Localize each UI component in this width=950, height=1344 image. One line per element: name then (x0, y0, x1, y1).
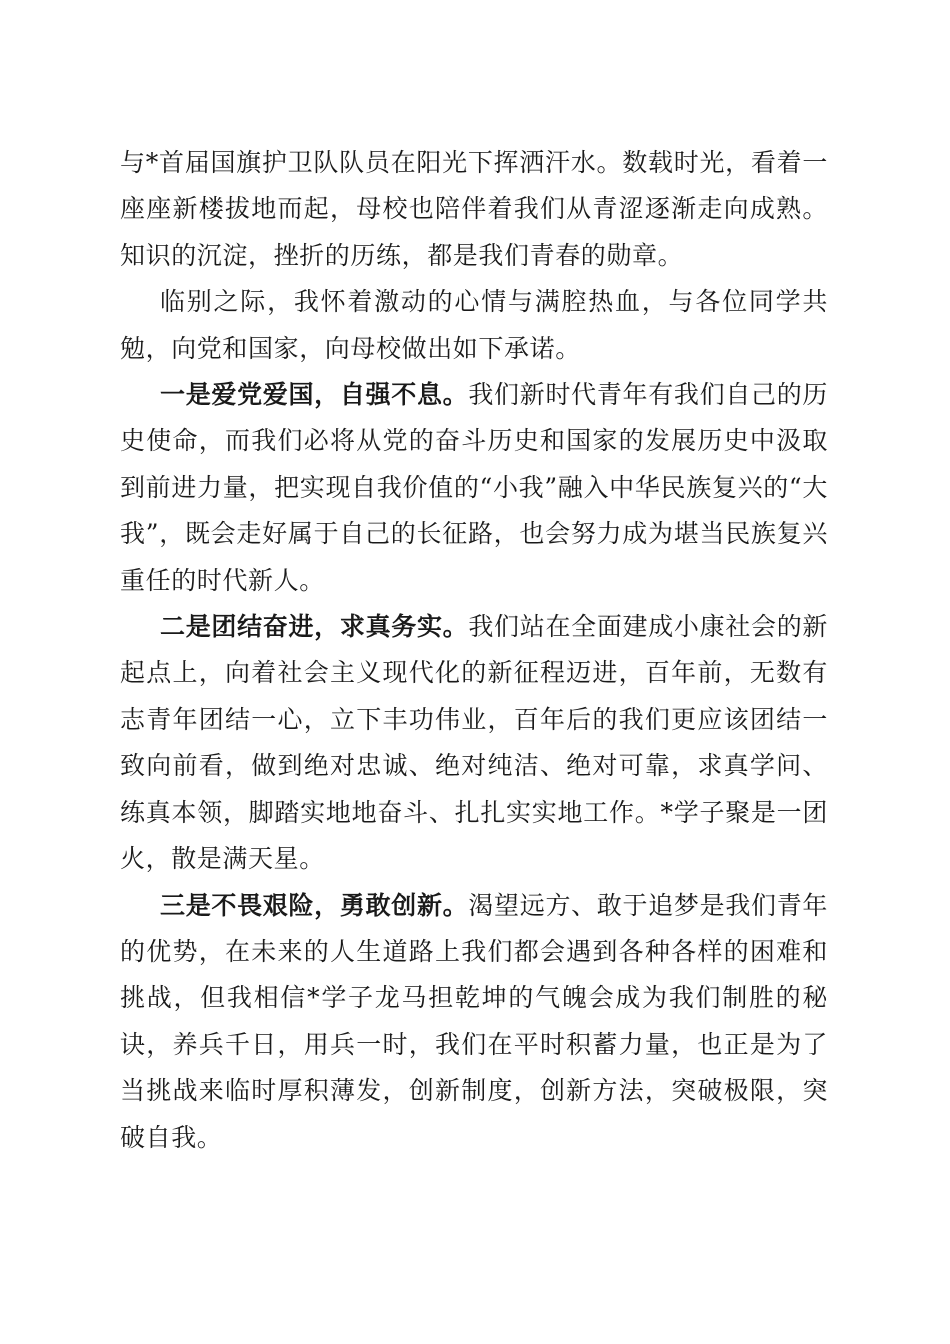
paragraph-pledge-two (120, 604, 828, 882)
paragraph-lead: 一是爱党爱国，自强不息。 (160, 380, 469, 410)
paragraph-farewell (120, 279, 828, 372)
paragraph-pledge-three (120, 883, 828, 1161)
paragraph-lead: 二是团结奋进，求真务实。 (160, 612, 469, 642)
paragraph-text: 我们新时代青年有我们自己的历史使命，而我们必将从党的奋斗历史和国家的发展历史中汲取到前进力量，把实现自我价值的“小我”融入中华民族复兴的“大我”，既会走好属于自己的长征路，也会努力成为堪当民族复兴重任的时代新人。 (120, 380, 829, 595)
paragraph-text: 与*首届国旗护卫队队员在阳光下挥洒汗水。数载时光，看着一座座新楼拔地而起，母校也陪伴着我们从青涩逐渐走向成熟。知识的沉淀，挫折的历练，都是我们青春的勋章。 (120, 148, 828, 270)
paragraph-pledge-one (120, 372, 828, 604)
paragraph-text: 我们站在全面建成小康社会的新起点上，向着社会主义现代化的新征程迈进，百年前，无数有志青年团结一心，立下丰功伟业，百年后的我们更应该团结一致向前看，做到绝对忠诚、绝对纯洁、绝对可靠，求真学问、练真本领，脚踏实地地奋斗、扎扎实实地工作。*学子聚是一团火，散是满天星。 (120, 612, 829, 874)
document-body (120, 140, 828, 1161)
paragraph-continuation (120, 140, 828, 279)
paragraph-lead: 三是不畏艰险，勇敢创新。 (160, 890, 469, 920)
paragraph-text: 渴望远方、敢于追梦是我们青年的优势，在未来的人生道路上我们都会遇到各种各样的困难和挑战，但我相信*学子龙马担乾坤的气魄会成为我们制胜的秘诀，养兵千日，用兵一时，我们在平时积蓄力量，也正是为了当挑战来临时厚积薄发，创新制度，创新方法，突破极限，突破自我。 (120, 890, 829, 1152)
paragraph-text: 临别之际，我怀着激动的心情与满腔热血，与各位同学共勉，向党和国家，向母校做出如下承诺。 (120, 287, 828, 363)
